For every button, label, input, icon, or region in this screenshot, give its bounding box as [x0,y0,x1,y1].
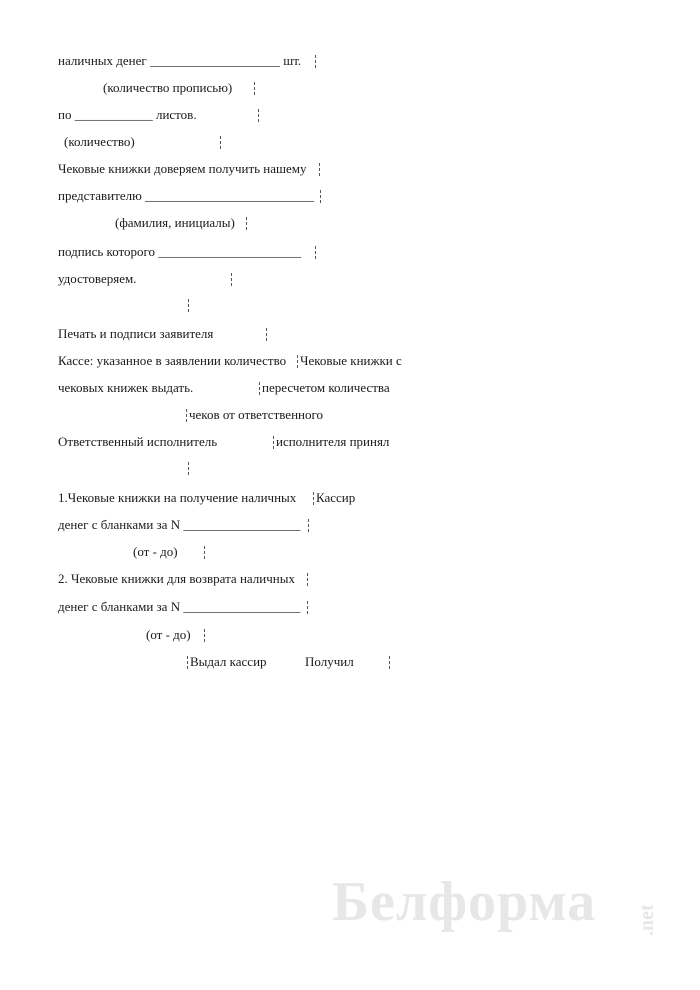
issue-line-right: пересчетом количества [262,380,390,395]
column-divider [315,246,316,259]
column-divider [313,492,314,505]
received-label: Получил [305,654,354,669]
representative-line: представителю __________________________ [58,188,315,203]
hint-range-2: (от - до) [146,627,191,642]
certify-line: удостоверяем. [58,271,137,286]
money-forms-line-2: денег с бланками за N __________________ [58,599,301,614]
column-divider [320,190,321,203]
responsible-right: исполнителя принял [276,434,390,449]
hint-range-1: (от - до) [133,544,178,559]
column-divider [254,82,255,95]
column-divider [258,109,259,122]
column-divider [319,163,320,176]
books-return-line: 2. Чековые книжки для возврата наличных [58,571,295,586]
hint-count: (количество) [64,134,135,149]
sheets-line: по ____________ листов. [58,107,197,122]
cashier-instruction-right: Чековые книжки с [300,353,402,368]
hint-name: (фамилия, инициалы) [115,215,235,230]
column-divider [220,136,221,149]
checks-from-line: чеков от ответственного [189,407,323,422]
column-divider [187,656,188,669]
seal-line: Печать и подписи заявителя [58,326,214,341]
watermark-domain: .net [636,904,658,936]
column-divider [308,519,309,532]
column-divider [266,328,267,341]
column-divider [188,299,189,312]
column-divider [231,273,232,286]
column-divider [307,573,308,586]
column-divider [246,217,247,230]
books-receive-left: 1.Чековые книжки на получение наличных [58,490,297,505]
responsible-left: Ответственный исполнитель [58,434,218,449]
column-divider [259,382,260,395]
column-divider [297,355,298,368]
trust-line: Чековые книжки доверяем получить нашему [58,161,307,176]
column-divider [315,55,316,68]
column-divider [273,436,274,449]
column-divider [204,546,205,559]
column-divider [204,629,205,642]
signature-line: подпись которого ______________________ [58,244,302,259]
column-divider [389,656,390,669]
column-divider [307,601,308,614]
issue-line-left: чековых книжек выдать. [58,380,194,395]
column-divider [186,409,187,422]
hint-count-in-words: (количество прописью) [103,80,233,95]
cash-count-line: наличных денег ____________________ шт. [58,53,302,68]
money-forms-line-1: денег с бланками за N __________________ [58,517,301,532]
books-receive-right: Кассир [316,490,356,505]
cashier-instruction-left: Кассе: указанное в заявлении количество [58,353,287,368]
column-divider [188,462,189,475]
issued-by-cashier: Выдал кассир [190,654,267,669]
watermark-logo: Белформа [332,871,597,933]
